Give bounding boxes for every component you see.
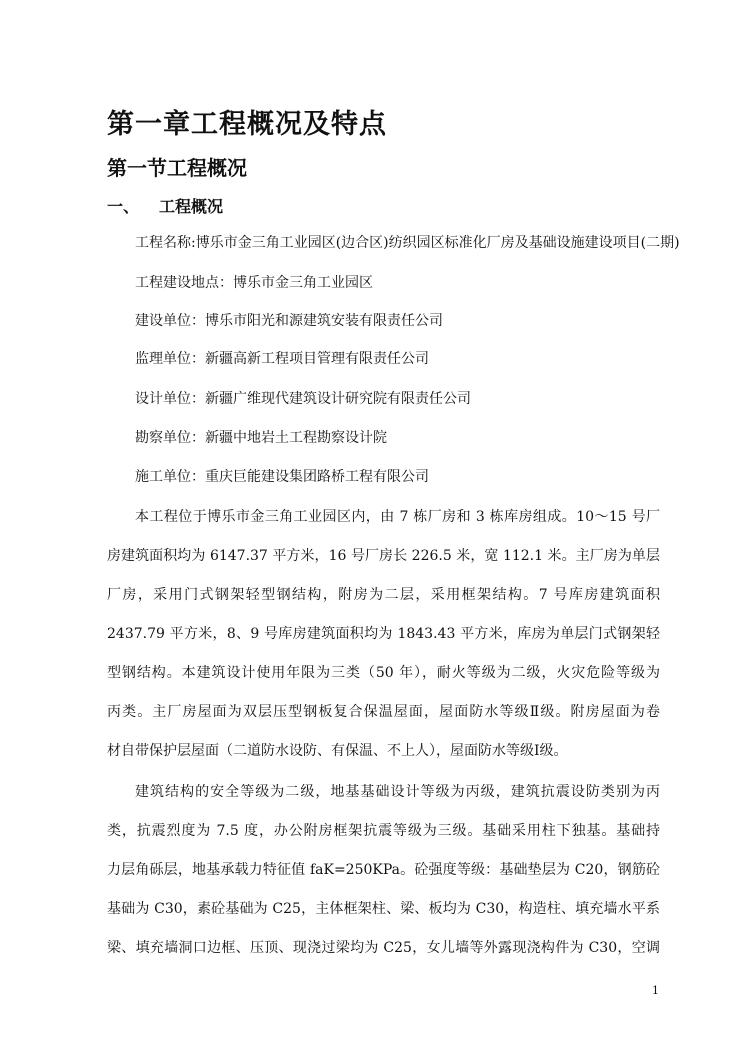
- info-project-name: 工程名称:博乐市金三角工业园区(边合区)纺织园区标准化厂房及基础设施建设项目(二期): [135, 235, 680, 251]
- subsection-number: 一、: [107, 197, 140, 216]
- info-owner: 建设单位：博乐市阳光和源建筑安装有限责任公司: [135, 313, 443, 329]
- paragraph-line: 力层角砾层，地基承载力特征值 faK=250KPa。砼强度等级：基础垫层为 C20，钢筋砼: [107, 862, 660, 878]
- subsection-title: 工程概况: [159, 197, 224, 216]
- chapter-title: 第一章工程概况及特点: [107, 109, 387, 140]
- paragraph-line: 材自带保护层屋面（二道防水设防、有保温、不上人），屋面防水等级Ⅰ级。: [107, 743, 568, 759]
- page-number: 1: [652, 984, 659, 997]
- section-title: 第一节工程概况: [107, 156, 247, 180]
- info-supervisor: 监理单位：新疆高新工程项目管理有限责任公司: [135, 351, 429, 367]
- paragraph-structure: [107, 782, 660, 977]
- paragraph-overview: [107, 507, 660, 780]
- info-contractor: 施工单位：重庆巨能建设集团路桥工程有限公司: [135, 469, 429, 485]
- subsection-heading: [107, 194, 223, 217]
- paragraph-line: 本工程位于博乐市金三角工业园区内，由 7 栋厂房和 3 栋库房组成。10～15 号厂: [135, 509, 660, 525]
- paragraph-line: 厂房，采用门式钢架轻型钢结构，附房为二层，采用框架结构。7 号库房建筑面积: [107, 587, 660, 603]
- paragraph-line: 2437.79 平方米，8、9 号库房建筑面积均为 1843.43 平方米，库房为单层门式钢架轻: [107, 626, 660, 642]
- paragraph-line: 类，抗震烈度为 7.5 度，办公附房框架抗震等级为三级。基础采用柱下独基。基础持: [107, 823, 660, 839]
- info-surveyor: 勘察单位：新疆中地岩土工程勘察设计院: [135, 430, 387, 446]
- paragraph-line: 建筑结构的安全等级为二级，地基基础设计等级为丙级，建筑抗震设防类别为丙: [135, 784, 660, 800]
- info-designer: 设计单位：新疆广维现代建筑设计研究院有限责任公司: [135, 391, 471, 407]
- info-location: 工程建设地点：博乐市金三角工业园区: [135, 275, 373, 291]
- paragraph-line: 梁、填充墙洞口边框、压顶、现浇过梁均为 C25，女儿墙等外露现浇构件为 C30，空调: [107, 940, 660, 956]
- paragraph-line: 丙类。主厂房屋面为双层压型钢板复合保温屋面，屋面防水等级Ⅱ级。附房屋面为卷: [107, 704, 660, 720]
- paragraph-line: 房建筑面积均为 6147.37 平方米，16 号厂房长 226.5 米，宽 112.1 米。主厂房为单层: [107, 548, 660, 564]
- paragraph-line: 型钢结构。本建筑设计使用年限为三类（50 年），耐火等级为二级，火灾危险等级为: [107, 665, 660, 681]
- paragraph-line: 基础为 C30，素砼基础为 C25，主体框架柱、梁、板均为 C30，构造柱、填充墙水平系: [107, 901, 660, 917]
